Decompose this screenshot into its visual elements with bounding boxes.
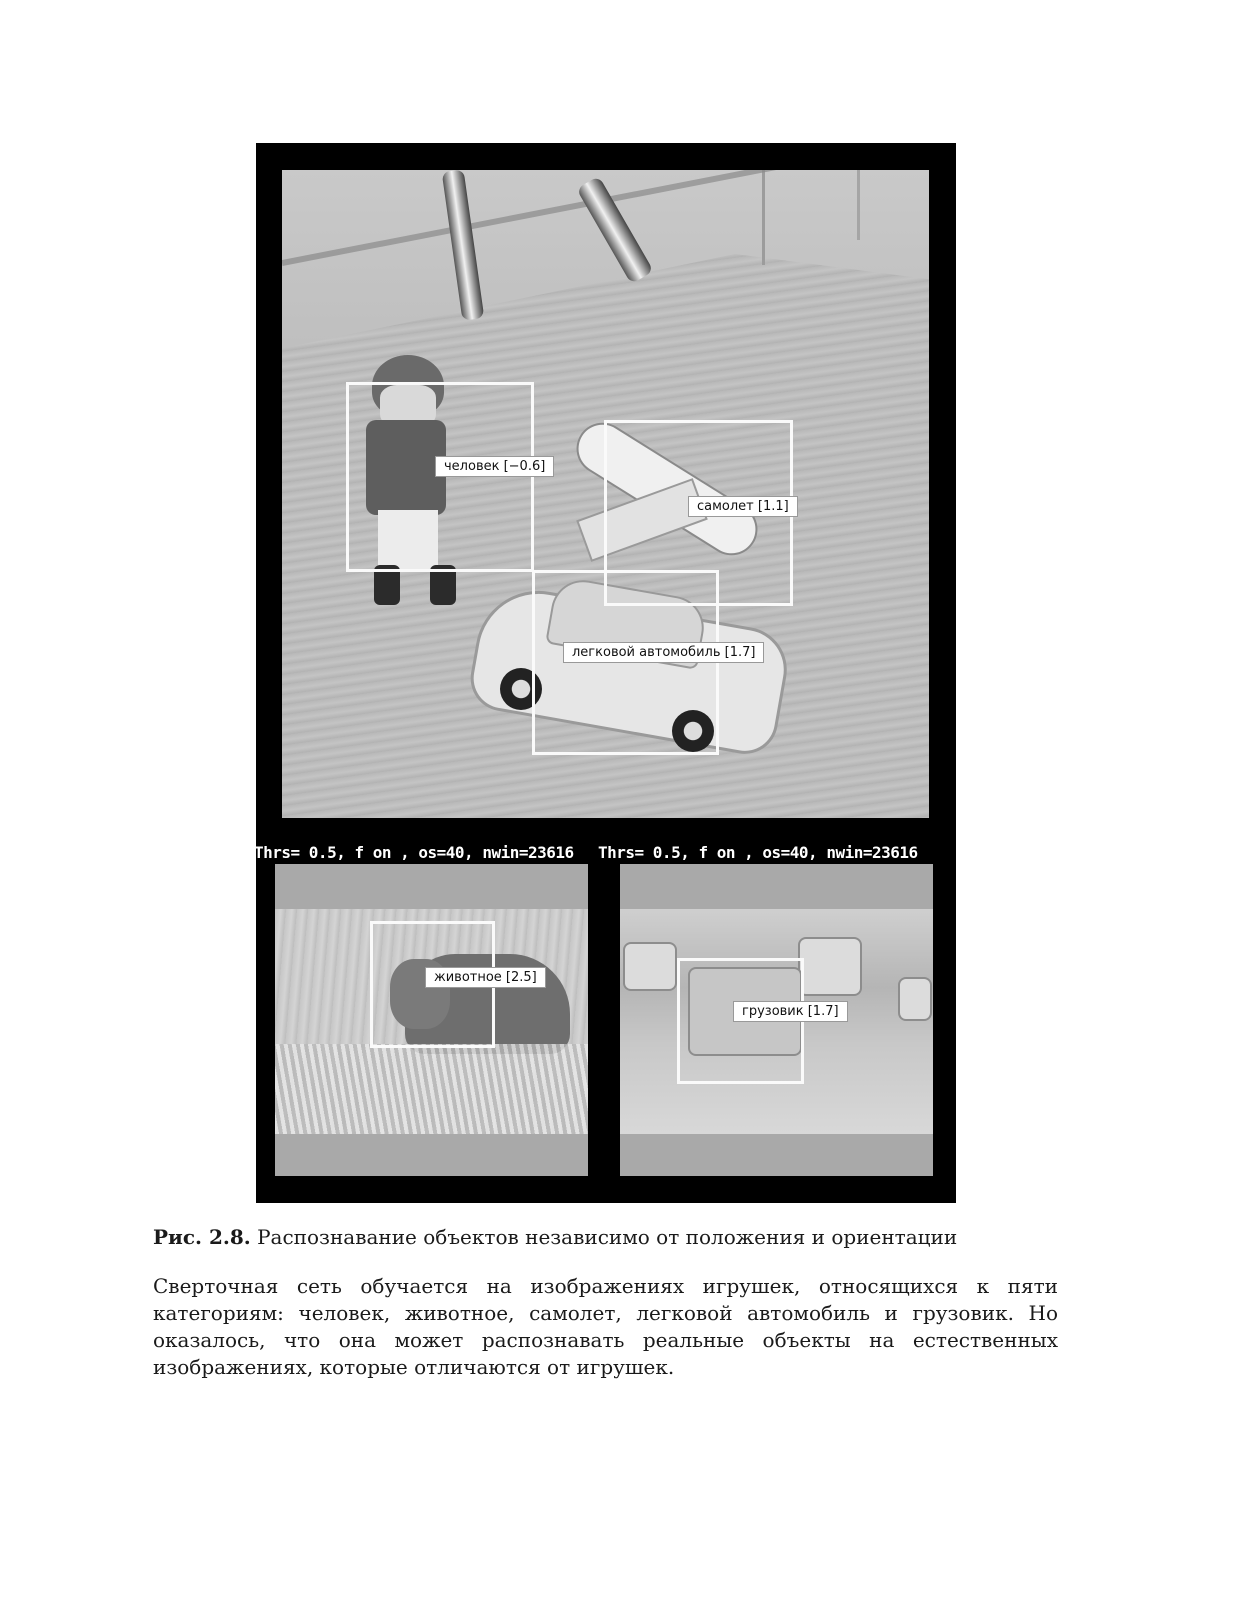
label-car: легковой автомобиль [1.7]: [563, 642, 764, 663]
background-truck: [900, 979, 930, 1019]
truck-photo: [620, 864, 933, 1176]
label-person: человек [−0.6]: [435, 456, 554, 477]
status-right: Thrs= 0.5, f on , os=40, nwin=23616: [598, 843, 918, 862]
status-left: Thrs= 0.5, f on , os=40, nwin=23616: [254, 843, 574, 862]
toy-scene-photo: [282, 170, 929, 818]
label-plane: самолет [1.1]: [688, 496, 798, 517]
figure-caption: [153, 1223, 957, 1251]
figure-image: [256, 143, 956, 1203]
label-animal: животное [2.5]: [425, 967, 546, 988]
label-truck: грузовик [1.7]: [733, 1001, 848, 1022]
body-paragraph: Сверточная сеть обучается на изображениях игрушек, относящихся к пяти категориям: человек, животное, самолет, легковой автомобиль и грузовик. Но оказалось, что она может распознавать реальные объекты на естественных изображениях, которые отличаются от игрушек.: [153, 1274, 1058, 1379]
detector-status-bar: [256, 843, 956, 865]
elephant-photo: [275, 864, 588, 1176]
grass: [275, 1044, 588, 1134]
background-truck: [625, 944, 675, 989]
wall-seam: [857, 170, 860, 240]
figure-number: Рис. 2.8.: [153, 1225, 251, 1249]
background-truck: [800, 939, 860, 994]
wall-seam: [762, 170, 765, 265]
bbox-person: [346, 382, 534, 572]
caption-text: Распознавание объектов независимо от положения и ориентации: [250, 1225, 958, 1249]
